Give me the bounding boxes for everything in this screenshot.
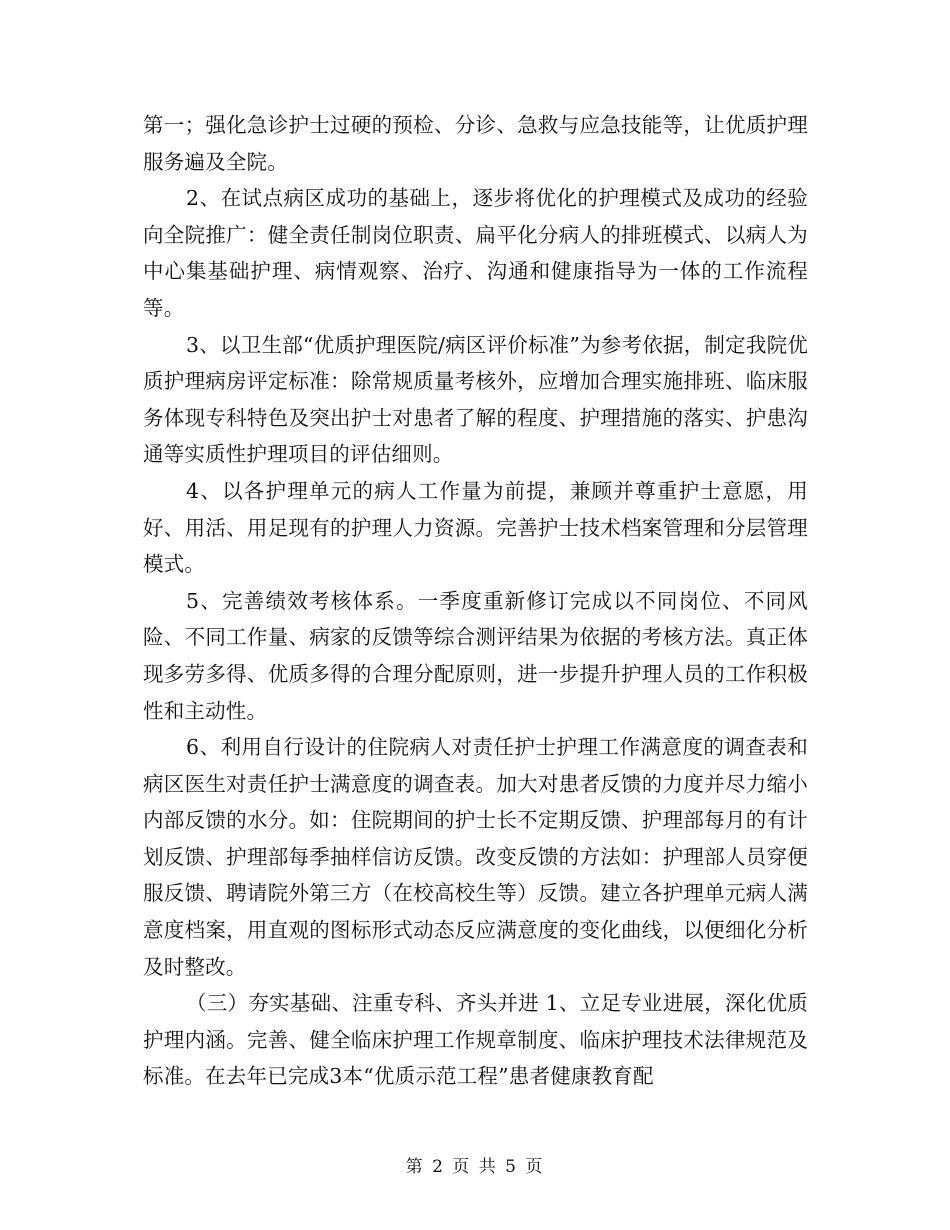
paragraph-item-3: 3、以卫生部“优质护理医院/病区评价标准”为参考依据，制定我院优质护理病房评定标准：除常规质量考核外，应增加合理实施排班、临床服务体现专科特色及突出护士对患者了解的程度、护理措施的落实、护患沟通等实质性护理项目的评估细则。 — [143, 332, 808, 467]
page-number-footer: 第 2 页 共 5 页 — [405, 1157, 545, 1177]
paragraph-section-3: （三）夯实基础、注重专科、齐头并进 1、立足专业进展，深化优质护理内涵。完善、健全临床护理工作规章制度、临床护理技术法律规范及标准。在去年已完成3本“优质示范工程”患者健康教育配 — [143, 991, 808, 1089]
paragraph-item-2: 2、在试点病区成功的基础上，逐步将优化的护理模式及成功的经验向全院推广：健全责任制岗位职责、扁平化分病人的排班模式、以病人为中心集基础护理、病情观察、治疗、沟通和健康指导为一体的工作流程等。 — [143, 186, 808, 320]
document-body — [143, 107, 808, 1095]
paragraph-item-6: 6、利用自行设计的住院病人对责任护士护理工作满意度的调查表和病区医生对责任护士满意度的调查表。加大对患者反馈的力度并尽力缩小内部反馈的水分。如：住院期间的护士长不定期反馈、护理部每月的有计划反馈、护理部每季抽样信访反馈。改变反馈的方法如：护理部人员穿便服反馈、聘请院外第三方（在校高校生等）反馈。建立各护理单元病人满意度档案，用直观的图标形式动态反应满意度的变化曲线，以便细化分析及时整改。 — [143, 735, 808, 979]
paragraph-intro: 第一；强化急诊护士过硬的预检、分诊、急救与应急技能等，让优质护理服务遍及全院。 — [143, 113, 808, 174]
paragraph-item-4: 4、以各护理单元的病人工作量为前提，兼顾并尊重护士意愿，用好、用活、用足现有的护理人力资源。完善护士技术档案管理和分层管理模式。 — [143, 478, 808, 577]
paragraph-item-5: 5、完善绩效考核体系。一季度重新修订完成以不同岗位、不同风险、不同工作量、病家的反馈等综合测评结果为依据的考核方法。真正体现多劳多得、优质多得的合理分配原则，进一步提升护理人员的工作积极性和主动性。 — [143, 588, 808, 723]
